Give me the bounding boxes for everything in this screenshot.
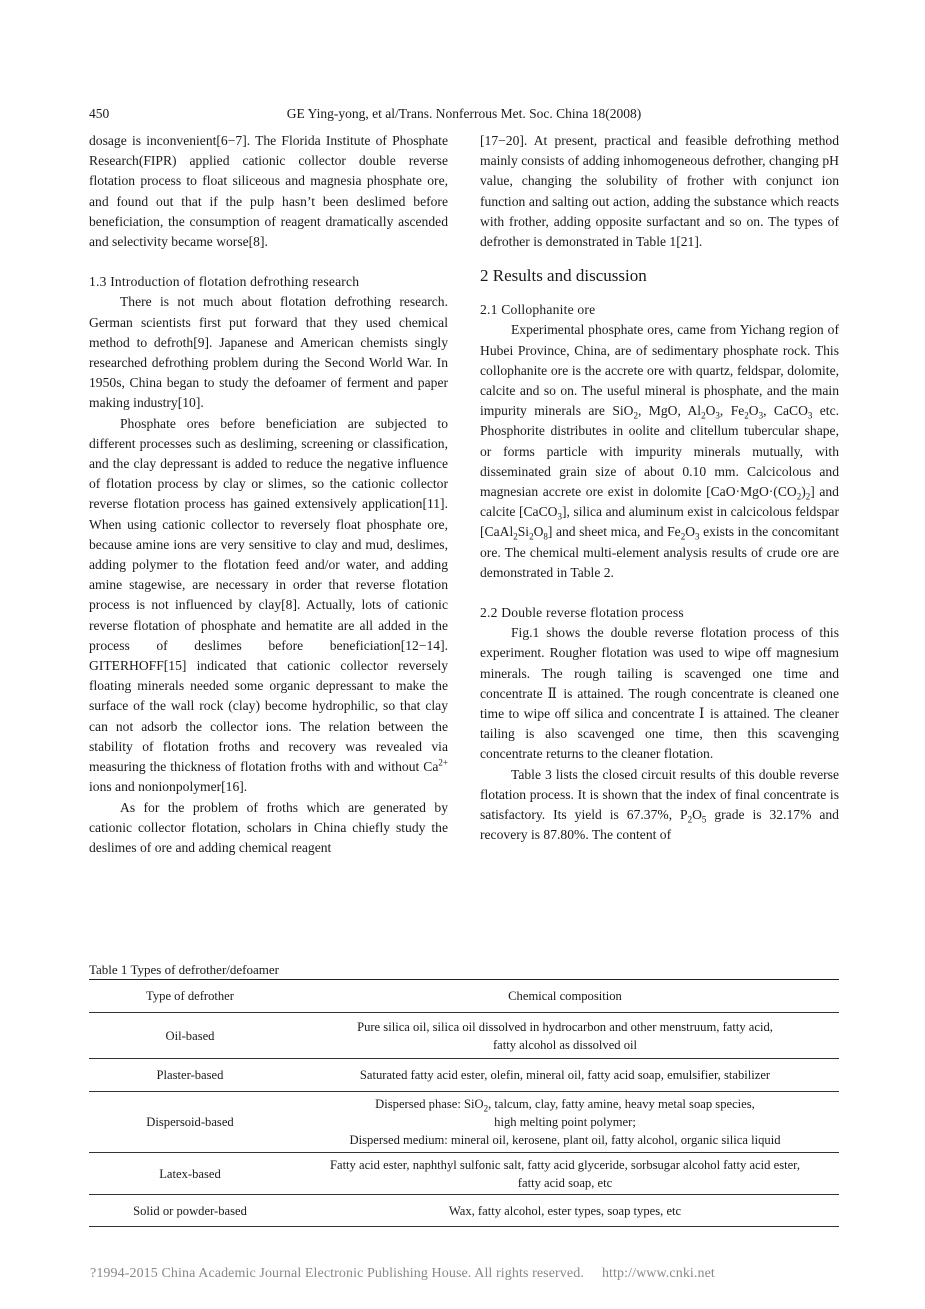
paragraph: Phosphate ores before beneficiation are subjected to different processes such as desliming, screening or classification, and the clay depressant is added to reduce the negative influence of flotation process by clay or slimes, so the cationic collector reverse flotation process has gained extensively application[11]. When using cationic collector to reversely float phosphate ore, because amine ions are very sensitive to clay and mud, deslimes, adding polymer to the flotation feed and/or water, and adding amine stagewise, are necessary in order that reverse flotation process is not influenced by clay[8]. Actually, lots of cationic reverse flotation of phosphate and hematite are all added in the process of deslimes before beneficiation[12−14]. GITERHOFF[15] indicated that cationic collector reversely floating minerals needed some organic depressant to make the surface of the wall rock (clay) become hydrophilic, so that clay can not adsorb the collector ions. The relation between the stability of flotation froths and recovery was revealed via measuring the thickness of flotation froths with and without $Ca^{2+}$ ions and nonionpolymer[16].: [89, 415, 448, 795]
footer-url[interactable]: http://www.cnki.net: [601, 1266, 715, 1281]
paragraph: There is not much about flotation defrothing research. German scientists first put forward that they used chemical method to defroth[9]. Japanese and American chemists singly researched defrothing problem during the Second World War. In 1950s, China began to study the defoamer of ferment and paper making industry[10].: [89, 294, 448, 411]
copyright-footer: [90, 1266, 850, 1282]
type-cell: Solid or powder-based: [89, 1195, 291, 1227]
table-row: [89, 1013, 839, 1059]
table-row: [89, 1153, 839, 1195]
type-cell: Dispersoid-based: [89, 1092, 291, 1153]
table-caption: Table 1 Types of defrother/defoamer: [89, 962, 279, 977]
paragraph: [17−20]. At present, practical and feasible defrothing method mainly consists of adding inhomogeneous defrother, changing pH value, changing the solubility of frother with conjunct ion function and salting out action, adding the substance which reacts with frother, adding opposite surfactant and so on. The types of defrother is demonstrated in Table 1[21].: [480, 133, 839, 250]
section-heading-2-1: 2.1 Collophanite ore: [480, 302, 596, 318]
section-heading-1-3: 1.3 Introduction of flotation defrothing research: [89, 274, 360, 290]
composition-cell: Saturated fatty acid ester, olefin, mineral oil, fatty acid soap, emulsifier, stabilizer: [291, 1059, 839, 1092]
paragraph: Fig.1 shows the double reverse flotation process of this experiment. Rougher flotation was used to wipe off magnesium minerals. The rough tailing is scavenged one time and concentrate Ⅱ is attained. The rough concentrate is cleaned one time to wipe off silica and concentrate Ⅰ is attained. The cleaner tailing is also scavenged one time, then this scavenging concentrate returns to the cleaner flotation.: [480, 625, 839, 762]
right-column: [480, 131, 839, 846]
table-header-type: Type of defrother: [89, 980, 291, 1013]
paragraph: Experimental phosphate ores, came from Yichang region of Hubei Province, China, are of sedimentary phosphate rock. This collophanite ore is the accrete ore with quartz, feldspar, dolomite, calcite and so on. The useful mineral is phosphate, and the main impurity minerals are SiO$_2$, MgO, $Al_2O_3$, $Fe_2O_3$, CaCO$_3$ etc. Phosphorite distributes in oolite and clitellum tubercular shape, or forms particle with impurity minerals mutually, with disseminated grain size of about 0.10 mm. Calcicolous and magnesian accrete ore exist in dolomite $[CaO\cdot MgO\cdot(CO_2)_2]$ and calcite [CaCO$_3$], silica and aluminum exist in calcicolous feldspar $[CaAl_2Si_2O_8]$ and sheet mica, and $Fe_2O_3$ exists in the concomitant ore. The chemical multi-element analysis results of crude ore are demonstrated in Table 2.: [480, 322, 840, 580]
type-cell: Latex-based: [89, 1153, 291, 1195]
type-cell: Plaster-based: [89, 1059, 291, 1092]
copyright-text: ?1994-2015 China Academic Journal Electronic Publishing House. All rights reserved.: [90, 1266, 584, 1281]
composition-cell: Fatty acid ester, naphthyl sulfonic salt, fatty acid glyceride, sorbsugar alcohol fatty acid ester, fatty acid soap, etc: [291, 1153, 839, 1195]
composition-cell: Wax, fatty alcohol, ester types, soap types, etc: [291, 1195, 839, 1227]
type-cell: Oil-based: [89, 1013, 291, 1059]
defrother-types-table: [89, 979, 839, 1227]
running-header: [89, 106, 839, 124]
table-header-composition: Chemical composition: [291, 980, 839, 1013]
paragraph: Table 3 lists the closed circuit results of this double reverse flotation process. It is shown that the index of final concentrate is satisfactory. Its yield is 67.37%, $P_2O_5$ grade is 32.17% and recovery is 87.80%. The content of: [480, 766, 839, 843]
section-heading-2-2: 2.2 Double reverse flotation process: [480, 605, 684, 621]
section-heading-2: 2 Results and discussion: [480, 266, 647, 286]
left-column: [89, 131, 448, 858]
running-title: GE Ying-yong, et al/Trans. Nonferrous Met. Soc. China 18(2008): [286, 106, 642, 121]
table-row: [89, 1092, 839, 1153]
table-row: [89, 1195, 839, 1227]
paragraph: dosage is inconvenient[6−7]. The Florida Institute of Phosphate Research(FIPR) applied cationic collector double reverse flotation process to float siliceous and magnesia phosphate ore, and found out that if the pulp hasn’t been deslimed before beneficiation, the consumption of reagent dramatically ascended and selectivity became worse[8].: [89, 133, 448, 250]
paragraph: As for the problem of froths which are generated by cationic collector flotation, scholars in China chiefly study the deslimes of ore and adding chemical reagent: [89, 799, 448, 855]
composition-cell: Dispersed phase: SiO$_2$, talcum, clay, fatty amine, heavy metal soap species, high melting point polymer; Dispersed medium: mineral oil, kerosene, plant oil, fatty alcohol, organic silica liquid: [291, 1092, 839, 1153]
composition-cell: Pure silica oil, silica oil dissolved in hydrocarbon and other menstruum, fatty acid, fatty alcohol as dissolved oil: [291, 1013, 839, 1059]
page-number: 450: [89, 106, 110, 121]
table-row: [89, 1059, 839, 1092]
